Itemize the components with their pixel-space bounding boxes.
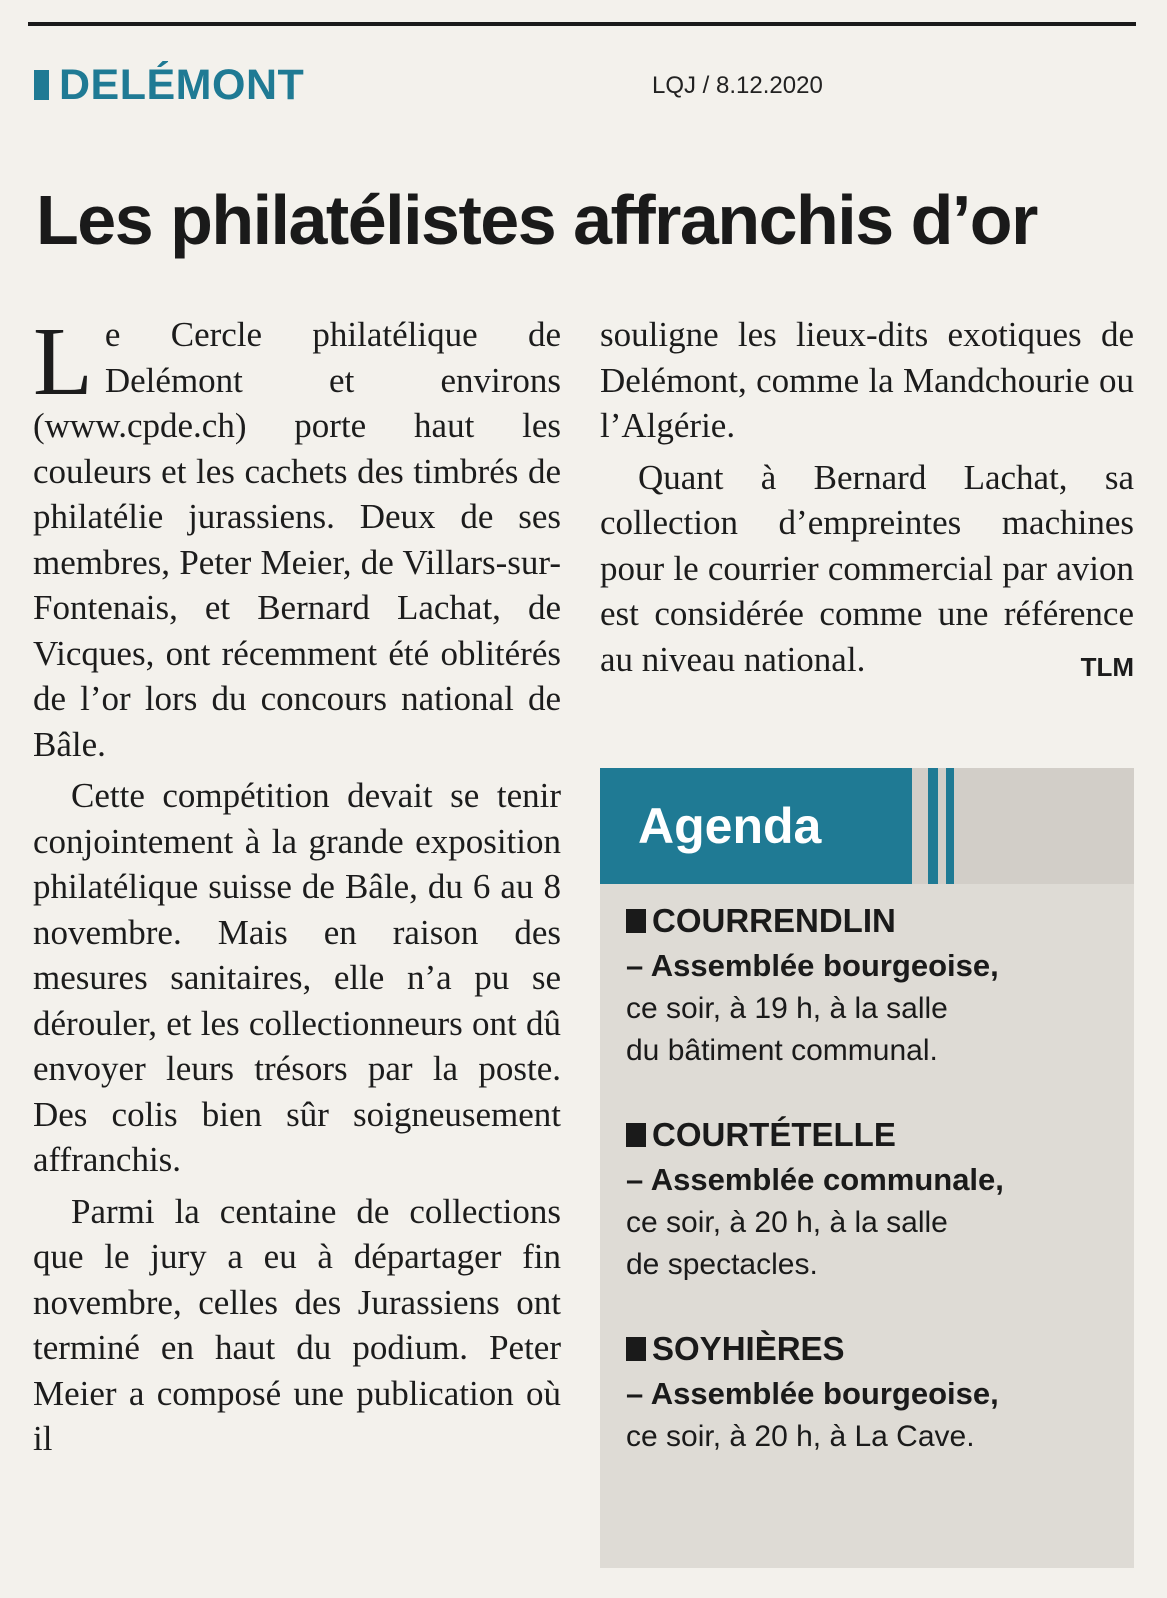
agenda-item [626,898,1126,1072]
agenda-info: ce soir, à 19 h, à la salle [626,992,948,1025]
agenda-town: SOYHIÈRES [652,1330,845,1367]
bullet-square-icon [626,1337,646,1361]
agenda-list [626,898,1126,1498]
agenda-event: – Assemblée bourgeoise, [626,948,999,983]
agenda-title: Agenda [600,768,912,884]
article-column-right [600,312,1134,690]
rubric-square-icon [34,70,49,100]
agenda-item [626,1112,1126,1286]
article-paragraph-2: Cette compétition devait se tenir conjointement à la grande exposition philatélique suisse de Bâle, du 6 au 8 novembre. Mais en raison des mesures sanitaires, elle n’a pu se dérouler, et les collectionneurs ont dû envoyer leurs trésors par la poste. Des colis bien sûr soigneusement affranchis. [33,776,561,1179]
agenda-stripe [928,768,938,884]
agenda-box [600,768,1134,1568]
bullet-square-icon [626,909,646,933]
agenda-item [626,1326,1126,1458]
dropcap-letter: L [33,308,93,416]
agenda-header [600,768,1134,884]
section-rubric [34,60,304,110]
article-paragraph-1: Le Cercle philatélique de Delémont et environs (www.cpde.ch) porte haut les couleurs et les cachets des timbrés de philatélie jurassiens. Deux de ses membres, Peter Meier, de Villars-sur-Fontenais, et Bernard Lachat, de Vicques, ont récemment été oblitérés de l’or lors du concours national de Bâle. [33,308,561,764]
article-headline: Les philatélistes affranchis d’or [36,181,1037,259]
article-column-left [33,308,561,1462]
top-rule [28,22,1136,26]
agenda-town: COURRENDLIN [652,902,896,939]
source-dateline: LQJ / 8.12.2020 [652,72,823,99]
author-signature: TLM [1080,651,1134,682]
agenda-info: du bâtiment communal. [626,1034,938,1067]
agenda-stripe [946,768,954,884]
bullet-square-icon [626,1123,646,1147]
agenda-town: COURTÉTELLE [652,1116,896,1153]
agenda-info: ce soir, à 20 h, à La Cave. [626,1420,975,1453]
agenda-event: – Assemblée communale, [626,1162,1004,1197]
agenda-event: – Assemblée bourgeoise, [626,1376,999,1411]
article-paragraph-4: Quant à Bernard Lachat, sa collection d’empreintes machines pour le courrier commercial par avion est considérée comme une référence au niveau national. TLM [600,455,1134,683]
article-paragraph-3: Parmi la centaine de collections que le jury a eu à départager fin novembre, celles des Jurassiens ont terminé en haut du podium. Peter Meier a composé une publication où il [33,1191,561,1458]
article-paragraph-3-continued: souligne les lieux-dits exotiques de Delémont, comme la Mandchourie ou l’Algérie. [600,315,1134,445]
agenda-info: ce soir, à 20 h, à la salle [626,1206,948,1239]
rubric-label: DELÉMONT [59,60,305,109]
agenda-info: de spectacles. [626,1248,818,1281]
